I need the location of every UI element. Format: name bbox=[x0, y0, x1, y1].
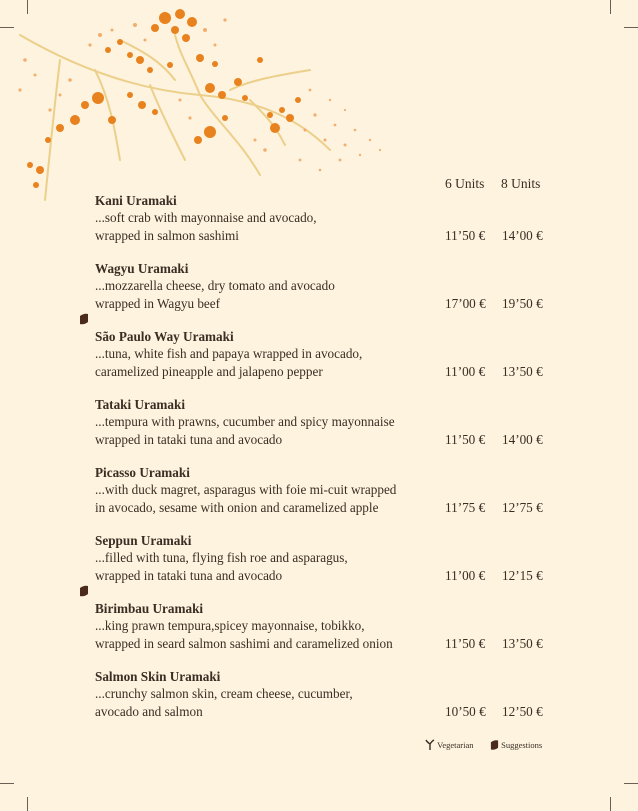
menu-item bbox=[95, 600, 555, 668]
price-8-units: 12’75 € bbox=[502, 499, 543, 515]
item-name: Picasso Uramaki bbox=[95, 465, 190, 480]
legend-suggestions bbox=[490, 739, 542, 751]
item-name: Seppun Uramaki bbox=[95, 533, 192, 548]
price-6-units: 11’50 € bbox=[445, 227, 486, 243]
item-description: wrapped in salmon sashimi bbox=[95, 227, 239, 243]
item-description: wrapped in seard salmon sashimi and caramelized onion bbox=[95, 635, 393, 651]
menu-item bbox=[95, 532, 555, 600]
item-description: caramelized pineapple and jalapeno pepper bbox=[95, 363, 323, 379]
legend-suggestions-label: Suggestions bbox=[501, 740, 543, 751]
item-description: in avocado, sesame with onion and caramelized apple bbox=[95, 499, 379, 515]
crop-mark-top-right bbox=[610, 0, 611, 14]
menu-item bbox=[95, 668, 555, 736]
item-description: wrapped in tataki tuna and avocado bbox=[95, 431, 283, 447]
item-description: ...soft crab with mayonnaise and avocado, bbox=[95, 210, 317, 226]
column-header-6-units: 6 Units bbox=[445, 176, 485, 191]
menu-item bbox=[95, 328, 555, 396]
item-name: Tataki Uramaki bbox=[95, 397, 186, 412]
price-8-units: 14’00 € bbox=[502, 227, 543, 243]
price-8-units: 19’50 € bbox=[502, 295, 543, 311]
item-description: ...with duck magret, asparagus with foie mi-cuit wrapped bbox=[95, 482, 397, 498]
price-8-units: 14’00 € bbox=[502, 431, 543, 447]
item-description: ...tempura with prawns, cucumber and spicy mayonnaise bbox=[95, 414, 395, 430]
legend-vegetarian-label: Vegetarian bbox=[437, 740, 474, 751]
price-6-units: 11’50 € bbox=[445, 431, 486, 447]
price-8-units: 13’50 € bbox=[502, 363, 543, 379]
menu-item bbox=[95, 192, 555, 260]
menu-list bbox=[95, 192, 555, 736]
item-name: São Paulo Way Uramaki bbox=[95, 329, 234, 344]
crop-mark-bottom-left-h bbox=[0, 783, 14, 784]
item-description: ...king prawn tempura,spicey mayonnaise, tobikko, bbox=[95, 618, 365, 634]
price-6-units: 11’00 € bbox=[445, 363, 486, 379]
vegetarian-sprout-icon bbox=[425, 739, 435, 751]
item-name: Birimbau Uramaki bbox=[95, 601, 204, 616]
item-description: ...tuna, white fish and papaya wrapped in avocado, bbox=[95, 346, 363, 362]
price-6-units: 11’00 € bbox=[445, 567, 486, 583]
legend-vegetarian bbox=[425, 739, 473, 751]
crop-mark-bottom-right-h bbox=[624, 783, 638, 784]
menu-item bbox=[95, 396, 555, 464]
price-8-units: 13’50 € bbox=[502, 635, 543, 651]
item-name: Kani Uramaki bbox=[95, 193, 177, 208]
crop-mark-bottom-left bbox=[27, 797, 28, 811]
item-description: wrapped in Wagyu beef bbox=[95, 295, 221, 311]
item-description: ...mozzarella cheese, dry tomato and avocado bbox=[95, 278, 335, 294]
item-description: avocado and salmon bbox=[95, 703, 203, 719]
suggestion-leaf-icon bbox=[79, 585, 89, 597]
suggestion-leaf-icon bbox=[490, 739, 499, 751]
menu-item bbox=[95, 260, 555, 328]
item-description: ...crunchy salmon skin, cream cheese, cucumber, bbox=[95, 686, 353, 702]
price-6-units: 17’00 € bbox=[445, 295, 486, 311]
price-8-units: 12’50 € bbox=[502, 703, 543, 719]
item-name: Salmon Skin Uramaki bbox=[95, 669, 221, 684]
price-6-units: 10’50 € bbox=[445, 703, 486, 719]
price-6-units: 11’50 € bbox=[445, 635, 486, 651]
column-header-8-units: 8 Units bbox=[501, 176, 541, 191]
price-6-units: 11’75 € bbox=[445, 499, 486, 515]
menu-item bbox=[95, 464, 555, 532]
item-description: ...filled with tuna, flying fish roe and asparagus, bbox=[95, 550, 348, 566]
suggestion-leaf-icon bbox=[79, 313, 89, 325]
crop-mark-bottom-right bbox=[610, 797, 611, 811]
item-description: wrapped in tataki tuna and avocado bbox=[95, 567, 283, 583]
item-name: Wagyu Uramaki bbox=[95, 261, 189, 276]
price-8-units: 12’15 € bbox=[502, 567, 543, 583]
crop-mark-top-right-h bbox=[624, 27, 638, 28]
